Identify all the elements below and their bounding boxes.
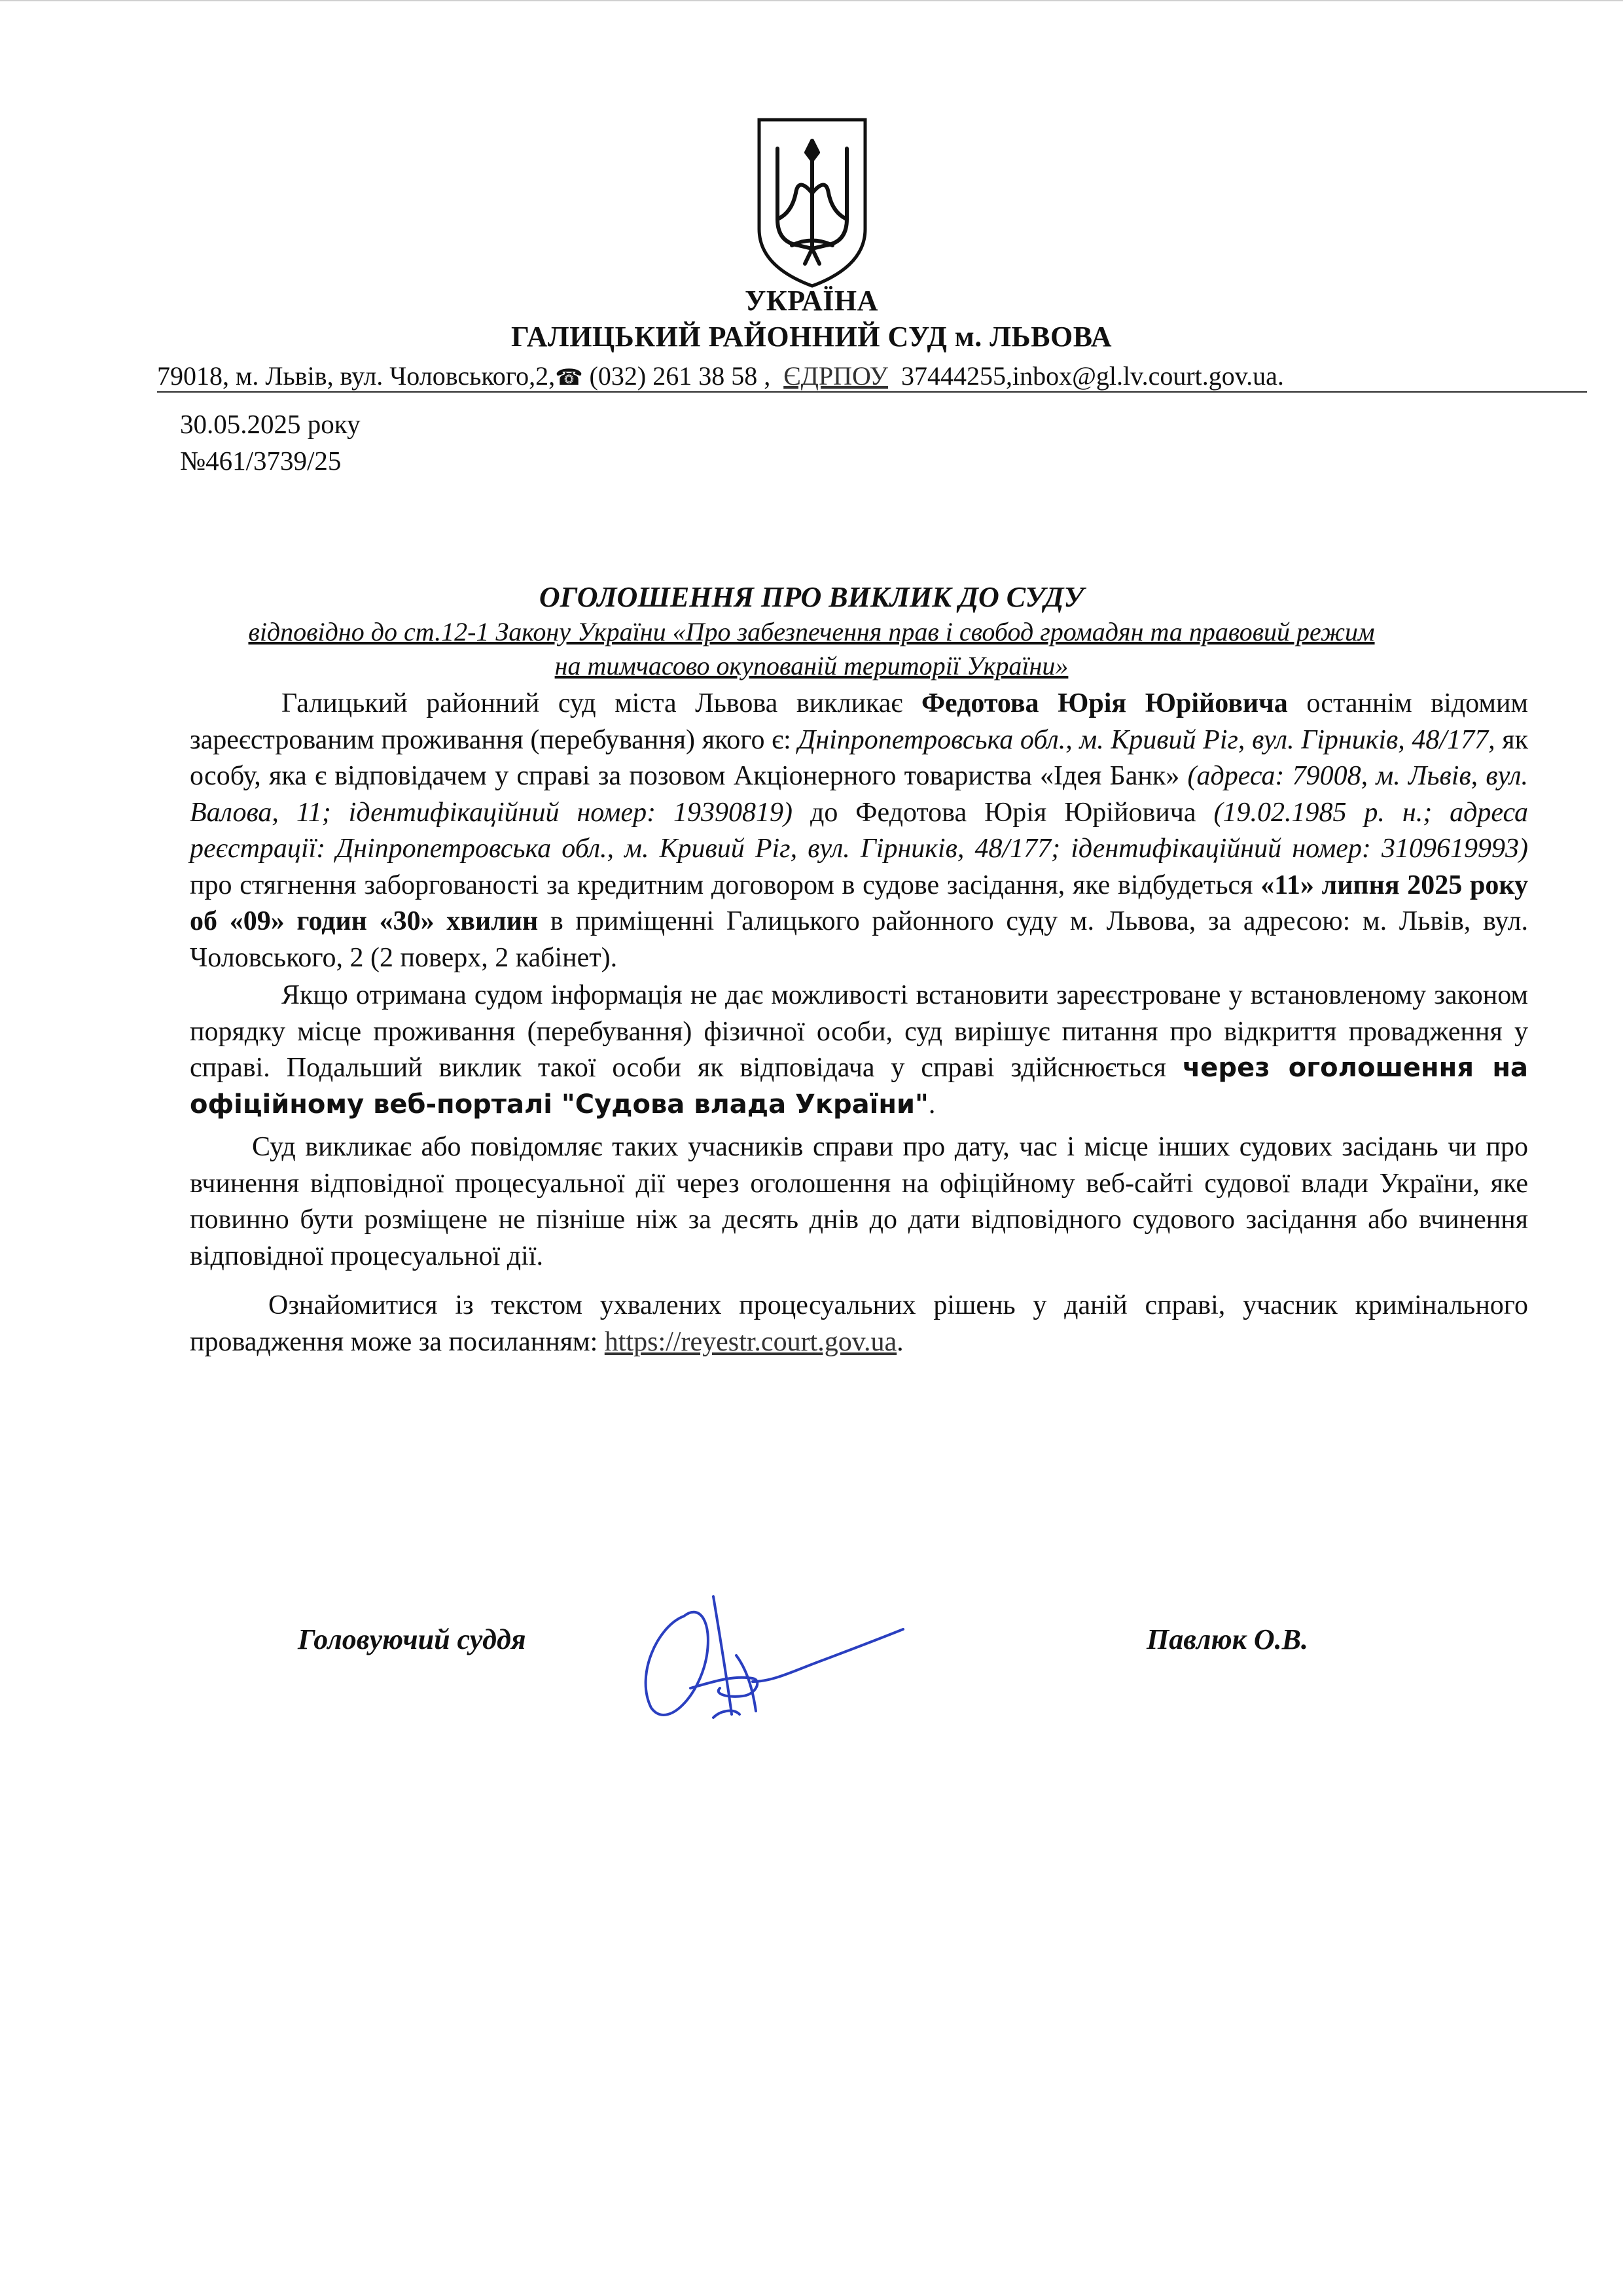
plaintiff-details: (адреса: 79008, м. Львів, вул. Валова, 11; ідентифікаційний номер: 19390819)	[190, 761, 1528, 828]
p1-text-3: як особу, яка є відповідачем у справі за позовом Акціонерного товариства «Ідея Банк»	[190, 724, 1528, 791]
paragraph-summons	[190, 686, 1528, 976]
paragraph-procedure	[190, 978, 1528, 1123]
court-contacts	[157, 359, 1584, 395]
p4-text-2: .	[897, 1326, 904, 1357]
handwritten-signature	[622, 1583, 910, 1734]
hearing-datetime: «11» липня 2025 року об «09» годин «30» хвилин	[190, 870, 1528, 936]
header-country: УКРАЇНА	[745, 285, 878, 317]
edrpou-label: ЄДРПОУ	[783, 361, 888, 391]
header-court-name: ГАЛИЦЬКИЙ РАЙОННИЙ СУД м. ЛЬВОВА	[510, 321, 1113, 353]
notice-subtitle	[190, 615, 1433, 683]
p1-text-4: до Федотова Юрія Юрійовича	[793, 797, 1214, 828]
defendant-address: Дніпропетровська обл., м. Кривий Ріг, вул. Гірників, 48/177,	[798, 724, 1495, 755]
p2-text-1: Якщо отримана судом інформація не дає можливості встановити зареєстроване у встановленому законом порядку місце проживання (перебування) фізичної особи, суд вирішує питання про відкриття провадження у справі. Подальший виклик такої особи як відповідача у справі здійснюється	[190, 980, 1528, 1083]
paragraph-registry	[190, 1288, 1528, 1360]
subtitle-line-2: на тимчасово окупованій території України»	[554, 651, 1069, 680]
registry-link[interactable]: https://reyestr.court.gov.ua	[604, 1326, 897, 1357]
p1-text-2: останнім відомим зареєстрованим проживання (перебування) якого є:	[190, 688, 1528, 755]
defendant-name: Федотова Юрія Юрійовича	[921, 688, 1288, 718]
subtitle-line-1: відповідно до ст.12-1 Закону України «Про забезпечення прав і свобод громадян та правовий режим	[248, 617, 1375, 646]
case-number: №461/3739/25	[180, 446, 342, 476]
telephone-icon: ☎	[555, 364, 583, 391]
scan-top-edge	[0, 0, 1623, 1]
judge-name: Павлюк О.В.	[1147, 1623, 1309, 1655]
p2-text-2: .	[928, 1089, 936, 1120]
header-divider	[157, 391, 1587, 393]
defendant-details: (19.02.1985 р. н.; адреса реєстрації: Дніпропетровська обл., м. Кривий Ріг, вул. Гірників, 48/177; ідентифікаційний номер: 3109619993)	[190, 797, 1529, 864]
notice-body	[190, 686, 1528, 1360]
edrpou-code-email: 37444255,inbox@gl.lv.court.gov.ua.	[901, 361, 1284, 391]
p1-text-6: в приміщенні Галицького районного суду м. Львова, за адресою: м. Львів, вул. Чоловського, 2 (2 поверх, 2 кабінет).	[190, 906, 1528, 973]
court-address: 79018, м. Львів, вул. Чоловського,2,	[157, 361, 556, 391]
p4-text-1: Ознайомитися із текстом ухвалених процесуальних рішень у даній справі, учасник кримінального провадження може за посиланням:	[190, 1290, 1528, 1357]
paragraph-further-notices: Суд викликає або повідомляє таких учасників справи про дату, час і місце інших судових засідань чи про вчинення відповідної процесуальної дії через оголошення на офіційному веб-сайті судової влади України, яке повинно бути розміщене не пізніше ніж за десять днів до дати відповідного судового засідання або вчинення відповідної процесуальної дії.	[190, 1132, 1528, 1271]
judge-role: Головуючий суддя	[298, 1623, 526, 1655]
trident-emblem-icon	[753, 115, 872, 290]
notice-title: ОГОЛОШЕННЯ ПРО ВИКЛИК ДО СУДУ	[539, 581, 1084, 613]
court-phone: (032) 261 38 58 ,	[589, 361, 771, 391]
document-date: 30.05.2025 року	[180, 409, 361, 439]
p1-text-1: Галицький районний суд міста Львова викликає	[281, 688, 921, 718]
portal-notice: через оголошення на офіційному веб-порталі "Судова влада України"	[190, 1053, 1528, 1120]
p1-text-5: про стягнення заборгованості за кредитним договором в судове засідання, яке відбудеться	[190, 870, 1261, 900]
